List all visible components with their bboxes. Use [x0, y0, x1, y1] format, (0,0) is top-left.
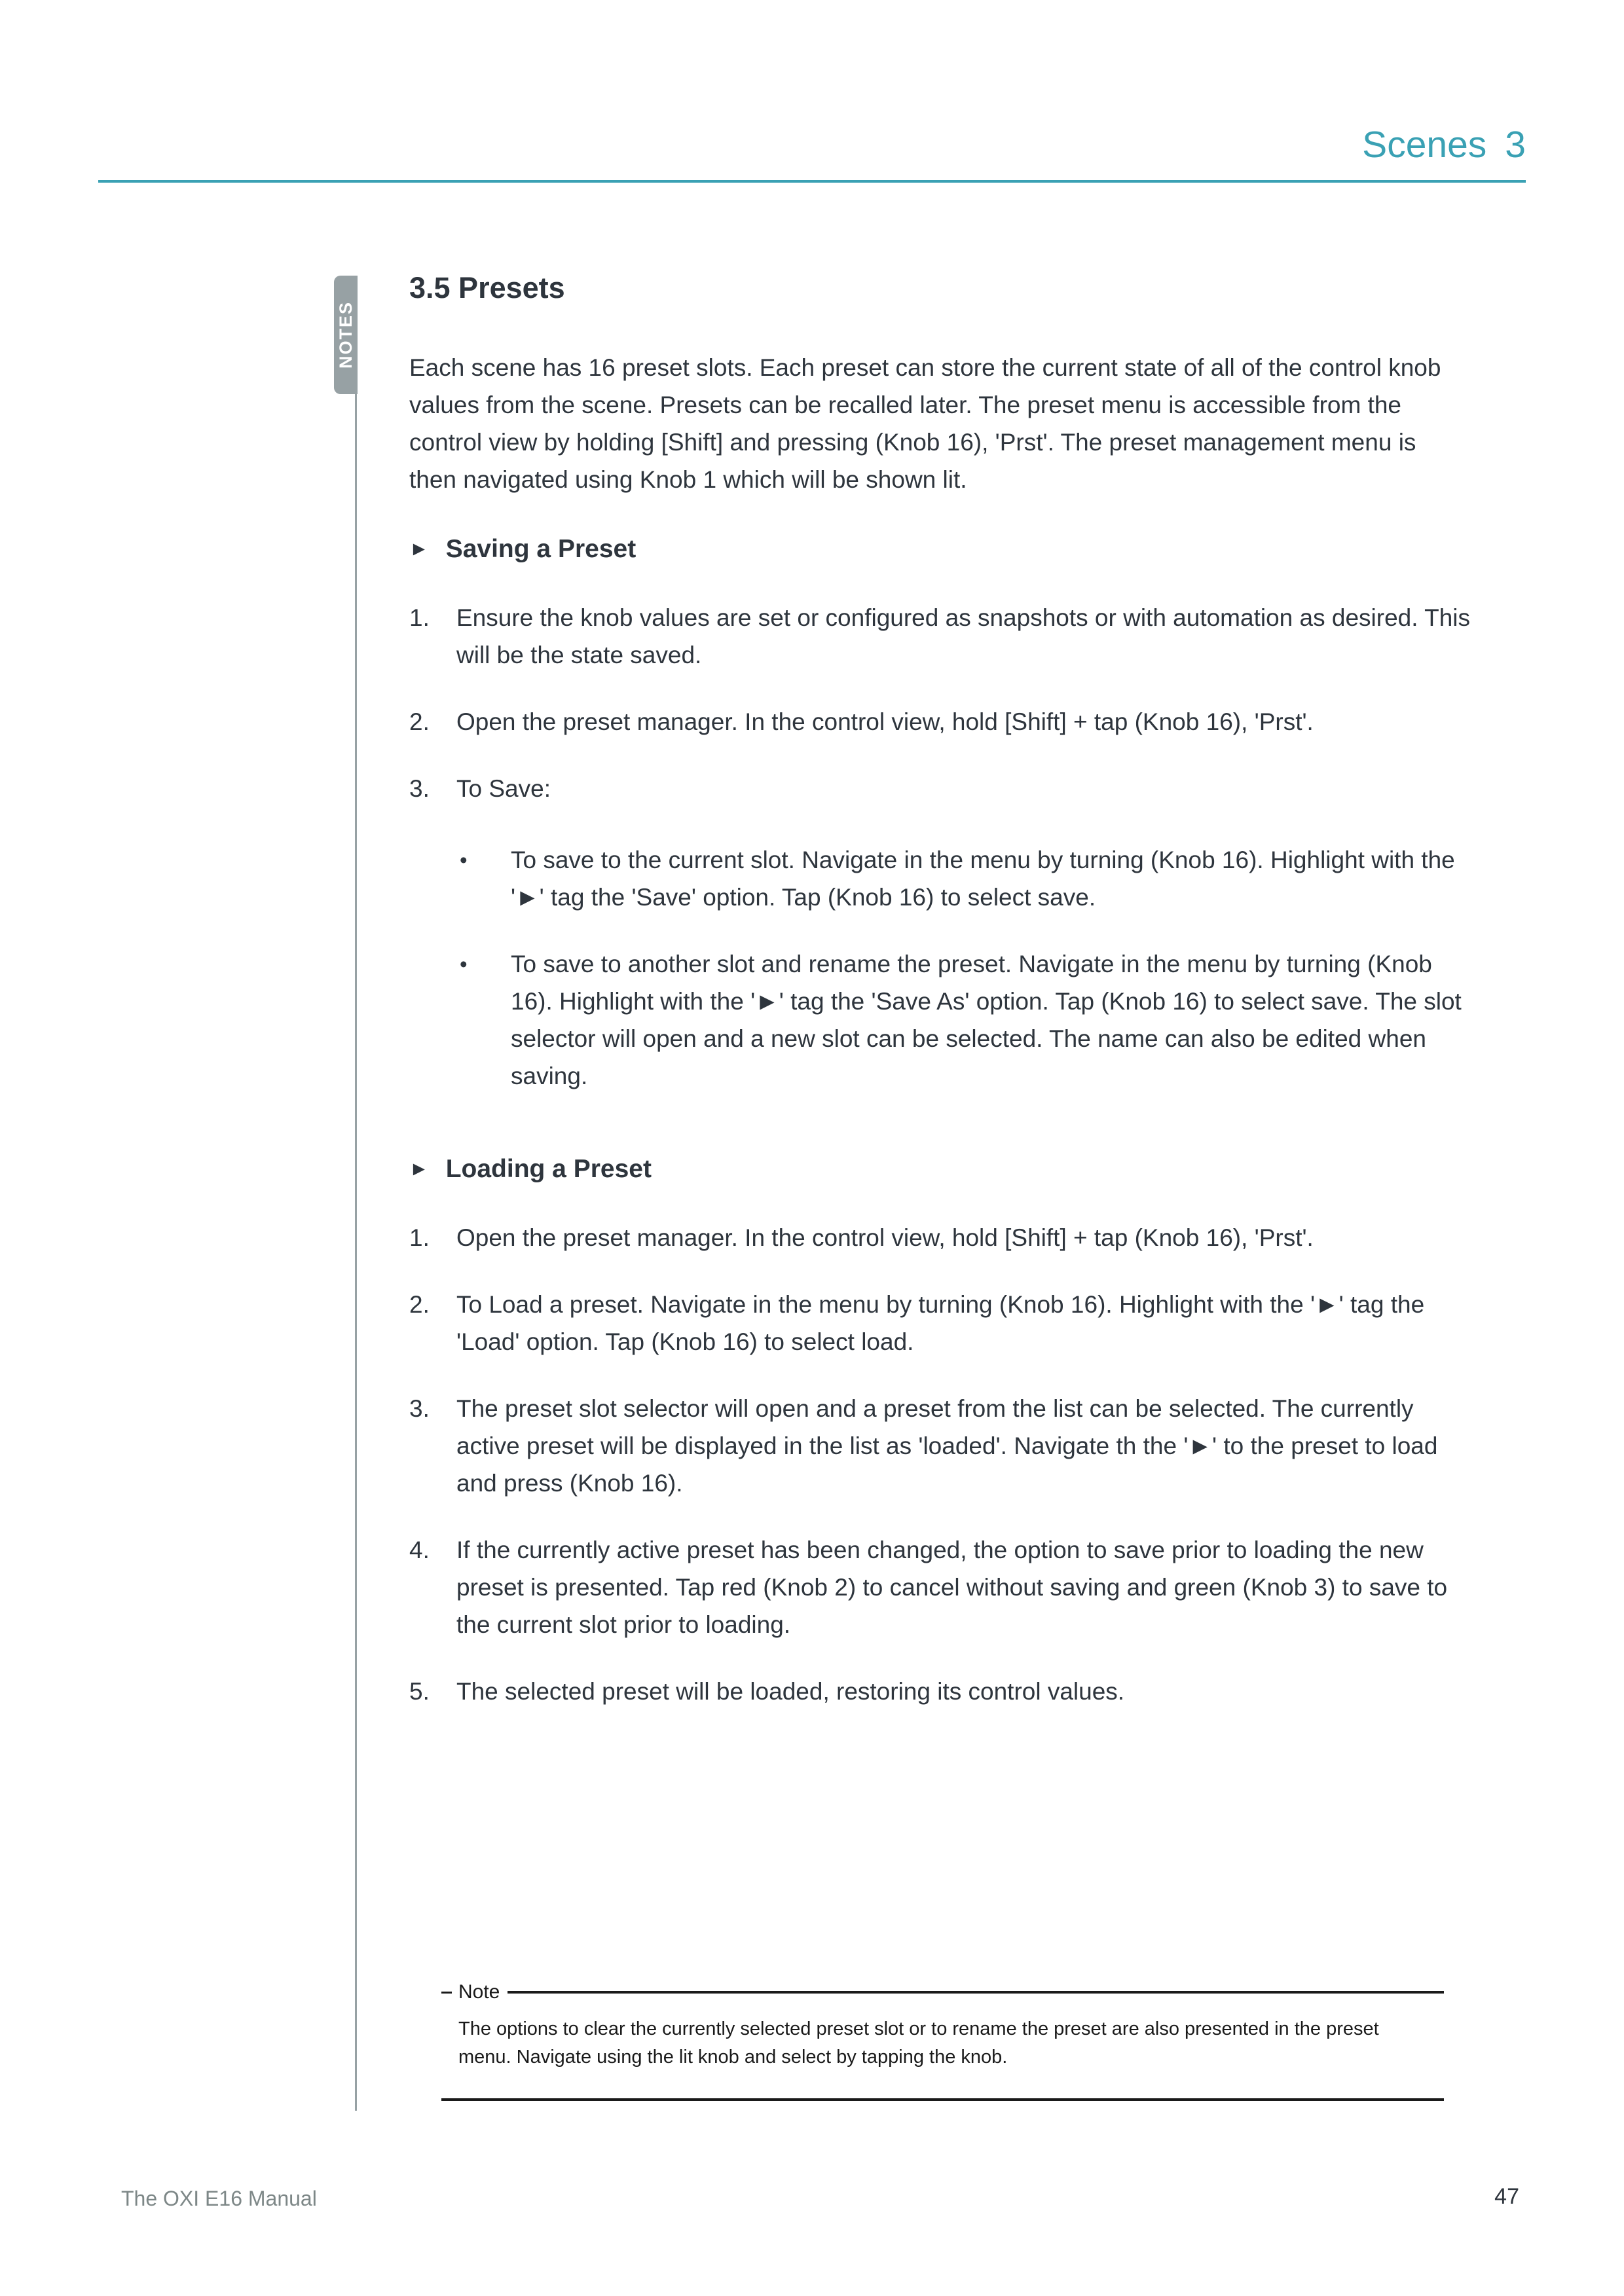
saving-a-preset-heading [409, 534, 1480, 565]
footer-page-number: 47 [1494, 2184, 1519, 2209]
chapter-header [98, 124, 1526, 165]
step-number: 1. [409, 1224, 430, 1251]
step-text: Open the preset manager. In the control view, hold [Shift] + tap (Knob 16), 'Prst'. [456, 1224, 1314, 1251]
note-box [441, 1982, 1444, 2101]
notes-vertical-rule [355, 394, 357, 2111]
step-number: 4. [409, 1537, 430, 1563]
step-number: 3. [409, 775, 430, 802]
saving-bullet-1 [460, 841, 1480, 916]
triangle-marker-icon: ► [409, 1158, 429, 1180]
loading-a-preset-heading [409, 1154, 1480, 1185]
header-rule [98, 180, 1526, 183]
step-number: 2. [409, 1291, 430, 1318]
step-text: The preset slot selector will open and a preset from the list can be selected. The currently active preset will be displayed in the list as 'loaded'. Navigate th the '►' to the preset to load and press (Knob 16). [456, 1395, 1438, 1497]
main-content [409, 272, 1480, 1710]
loading-step-4 [409, 1531, 1480, 1643]
bullet-icon: • [460, 952, 468, 976]
note-label: Note [458, 1981, 500, 2003]
saving-bullet-2 [460, 945, 1480, 1095]
notes-side-tab [334, 276, 358, 394]
intro-paragraph: Each scene has 16 preset slots. Each preset can store the current state of all of the control knob values from the scene. Presets can be recalled later. The preset menu is accessible from the control view by holding [Shift] and pressing (Knob 16), 'Prst'. The preset management menu is then navigated using Knob 1 which will be shown lit. [409, 354, 1441, 493]
saving-heading-label: Saving a Preset [445, 535, 637, 563]
step-number: 2. [409, 708, 430, 735]
step-text: The selected preset will be loaded, restoring its control values. [456, 1678, 1125, 1705]
step-number: 1. [409, 604, 430, 631]
chapter-number: 3 [1505, 124, 1526, 166]
note-top-rule [507, 1991, 1444, 1994]
notes-tab-label: NOTES [335, 301, 356, 369]
loading-heading-label: Loading a Preset [445, 1155, 652, 1183]
bullet-text: To save to another slot and rename the preset. Navigate in the menu by turning (Knob 16). Highlight with the '►' tag the 'Save As' option. Tap (Knob 16) to select save. The slot selector will open and a new slot can be selected. The name can also be edited when saving. [511, 951, 1462, 1089]
step-text: To Load a preset. Navigate in the menu by turning (Knob 16). Highlight with the '►' tag the 'Load' option. Tap (Knob 16) to select load. [456, 1291, 1425, 1355]
loading-step-3 [409, 1390, 1480, 1502]
bullet-icon: • [460, 848, 468, 872]
triangle-marker-icon: ► [409, 538, 429, 560]
loading-step-5 [409, 1673, 1480, 1710]
loading-step-2 [409, 1286, 1480, 1360]
step-text: Ensure the knob values are set or configured as snapshots or with automation as desired. This will be the state saved. [456, 604, 1471, 668]
step-text: To Save: [456, 775, 551, 802]
saving-step-1 [409, 599, 1480, 674]
note-header [441, 1982, 1444, 2002]
note-bottom-rule [441, 2098, 1444, 2101]
chapter-title: Scenes [1362, 124, 1487, 166]
section-heading: 3.5 Presets [409, 271, 565, 304]
footer-manual-title: The OXI E16 Manual [121, 2187, 317, 2210]
saving-step-2 [409, 703, 1480, 740]
loading-step-1 [409, 1219, 1480, 1256]
note-dash [441, 1992, 452, 1994]
bullet-text: To save to the current slot. Navigate in the menu by turning (Knob 16). Highlight with the '►' tag the 'Save' option. Tap (Knob 16) to select save. [511, 847, 1455, 911]
step-text: Open the preset manager. In the control view, hold [Shift] + tap (Knob 16), 'Prst'. [456, 708, 1314, 735]
saving-step-3 [409, 770, 1480, 807]
step-number: 5. [409, 1678, 430, 1705]
step-number: 3. [409, 1395, 430, 1422]
note-text: The options to clear the currently selected preset slot or to rename the preset are also presented in the preset menu. Navigate using the lit knob and select by tapping the knob. [458, 2018, 1379, 2068]
step-text: If the currently active preset has been changed, the option to save prior to loading the new preset is presented. Tap red (Knob 2) to cancel without saving and green (Knob 3) to save to the current slot prior to loading. [456, 1537, 1448, 1638]
